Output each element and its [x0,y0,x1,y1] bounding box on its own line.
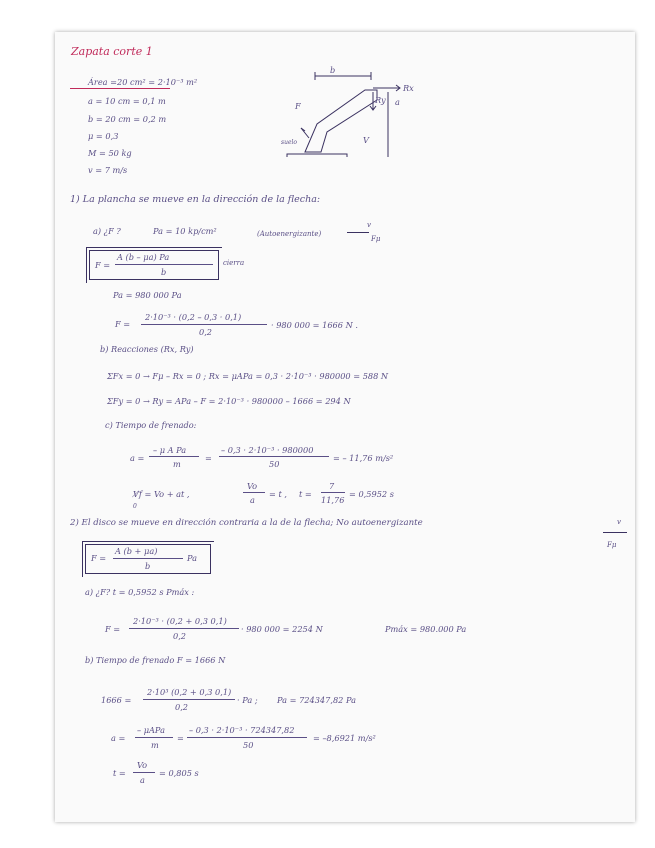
p2a-calc-den: 0,2 [173,631,187,641]
notebook-page [55,32,635,822]
diagram-label-rx: Rx [403,83,414,93]
part1-a-arrow-v: v [367,221,371,229]
p2b-a-den1: m [151,740,159,750]
p2b-eq-num: 2·10³ (0,2 + 0,3 0,1) [147,687,232,697]
c-t2-den: 11,76 [321,495,345,505]
c-a-num1: – μ A Pa [153,445,187,455]
formula2-num: A (b + μa) [115,546,158,556]
given-mass: M = 50 kg [88,148,132,158]
c-a-lhs: a = [130,453,145,463]
given-area: Área =20 cm² = 2·10⁻³ m² [88,77,198,87]
c-a-result: = – 11,76 m/s² [333,453,394,463]
frac-line [135,737,173,738]
c-zero: 0 [133,503,137,510]
part1-c-label: c) Tiempo de frenado: [105,420,197,430]
diagram-label-b: b [330,65,336,75]
p2a-pmax: Pmáx = 980.000 Pa [385,624,467,634]
given-b: b = 20 cm = 0,2 m [88,114,167,124]
part2-a-label: a) ¿F? t = 0,5952 s Pmáx : [85,587,195,597]
fcalc-den: 0,2 [199,327,213,337]
part1-a-note: (Autoenergizante) [257,230,322,238]
formula2-lhs: F = [91,553,107,563]
formula1-note: cierra [223,259,245,267]
part1-b-eq1: ΣFx = 0 → Fμ – Rx = 0 ; Rx = μAPa = 0,3 · 2·10⁻³ · 980000 = 588 N [107,371,389,381]
fcalc-num: 2·10⁻³ · (0,2 – 0,3 · 0,1) [145,312,242,322]
formula1-lhs: F = [95,260,111,270]
p2b-eq-den: 0,2 [175,702,189,712]
p2b-t-den: a [140,775,145,785]
part1-a-pa: Pa = 10 kp/cm² [153,226,217,236]
c-t2-num: 7 [329,481,335,491]
frac-line [141,324,267,325]
frac-line [113,558,183,559]
p2a-calc-rhs: · 980 000 = 2254 N [241,624,323,634]
diagram-label-v: V [363,135,369,145]
c-t2-rhs: = 0,5952 s [349,489,394,499]
fcalc-lhs: F = [115,319,131,329]
arrow-right-icon [347,232,369,233]
c-t1-num: Vo [247,481,258,491]
formula2-den: b [145,561,151,571]
page-title: Zapata corte 1 [71,45,153,58]
pa-value: Pa = 980 000 Pa [113,290,182,300]
p2b-a-den2: 50 [243,740,254,750]
given-a: a = 10 cm = 0,1 m [88,96,166,106]
frac-line [243,492,265,493]
part1-a-arrow-f: Fμ [371,235,381,243]
arrow-left-icon [603,532,627,533]
p2b-a-eq: = [177,733,184,743]
c-a-eq: = [205,453,212,463]
p2b-t-lhs: t = [113,768,126,778]
p2b-a-lhs: a = [111,733,126,743]
frac-line [219,456,329,457]
frac-line [143,699,235,700]
p2a-calc-lhs: F = [105,624,121,634]
p2b-t-rhs: = 0,805 s [159,768,199,778]
frac-line [149,456,199,457]
c-t1-den: a [250,495,255,505]
diagram-label-f: F [295,101,301,111]
part2-header: 2) El disco se mueve en dirección contraria a la de la flecha; No autoenergizante [70,518,423,528]
c-v-eq: V̸f = Vo + at , [133,489,190,499]
part1-a-label: a) ¿F ? [93,226,121,236]
given-velocity: v = 7 m/s [88,165,128,175]
frac-line [321,492,345,493]
part2-arrow-v: v [617,518,621,526]
frac-line [133,772,155,773]
p2b-eq-rhs: · Pa ; [237,695,258,705]
given-mu: μ = 0,3 [88,131,119,141]
p2b-eq-lhs: 1666 = [101,695,132,705]
p2b-t-num: Vo [137,760,148,770]
p2b-a-rhs: = –8,6921 m/s² [313,733,376,743]
frac-line [129,628,239,629]
part1-b-label: b) Reacciones (Rx, Ry) [100,344,194,354]
p2a-calc-num: 2·10⁻³ · (0,2 + 0,3 0,1) [133,616,227,626]
part2-arrow-f: Fμ [607,541,617,549]
p2b-a-num1: – μAPa [137,725,165,735]
formula1-num: A (b – μa) Pa [117,252,170,262]
p2b-pa: Pa = 724347,82 Pa [277,695,356,705]
c-a-den2: 50 [269,459,280,469]
title-underline [70,88,170,89]
p2b-a-num2: – 0,3 · 2·10⁻³ · 724347,82 [189,725,295,735]
c-a-den1: m [173,459,181,469]
frac-line [115,264,213,265]
c-t2-lhs: t = [299,489,312,499]
diagram-label-surface: suelo [281,139,298,146]
frac-line [187,737,307,738]
c-a-num2: – 0,3 · 2·10⁻³ · 980000 [221,445,314,455]
formula1-den: b [161,267,167,277]
formula2-rhs: Pa [187,553,198,563]
part2-b-label: b) Tiempo de frenado F = 1666 N [85,655,226,665]
part1-b-eq2: ΣFy = 0 → Ry = APa – F = 2·10⁻³ · 980000 – 1666 = 294 N [107,396,351,406]
diagram-label-a: a [395,97,400,107]
part1-header: 1) La plancha se mueve en la dirección de la flecha: [70,194,321,205]
c-t1-rhs: = t , [269,489,287,499]
diagram-label-ry: Ry [375,95,386,105]
fcalc-rhs: · 980 000 = 1666 N . [271,320,358,330]
